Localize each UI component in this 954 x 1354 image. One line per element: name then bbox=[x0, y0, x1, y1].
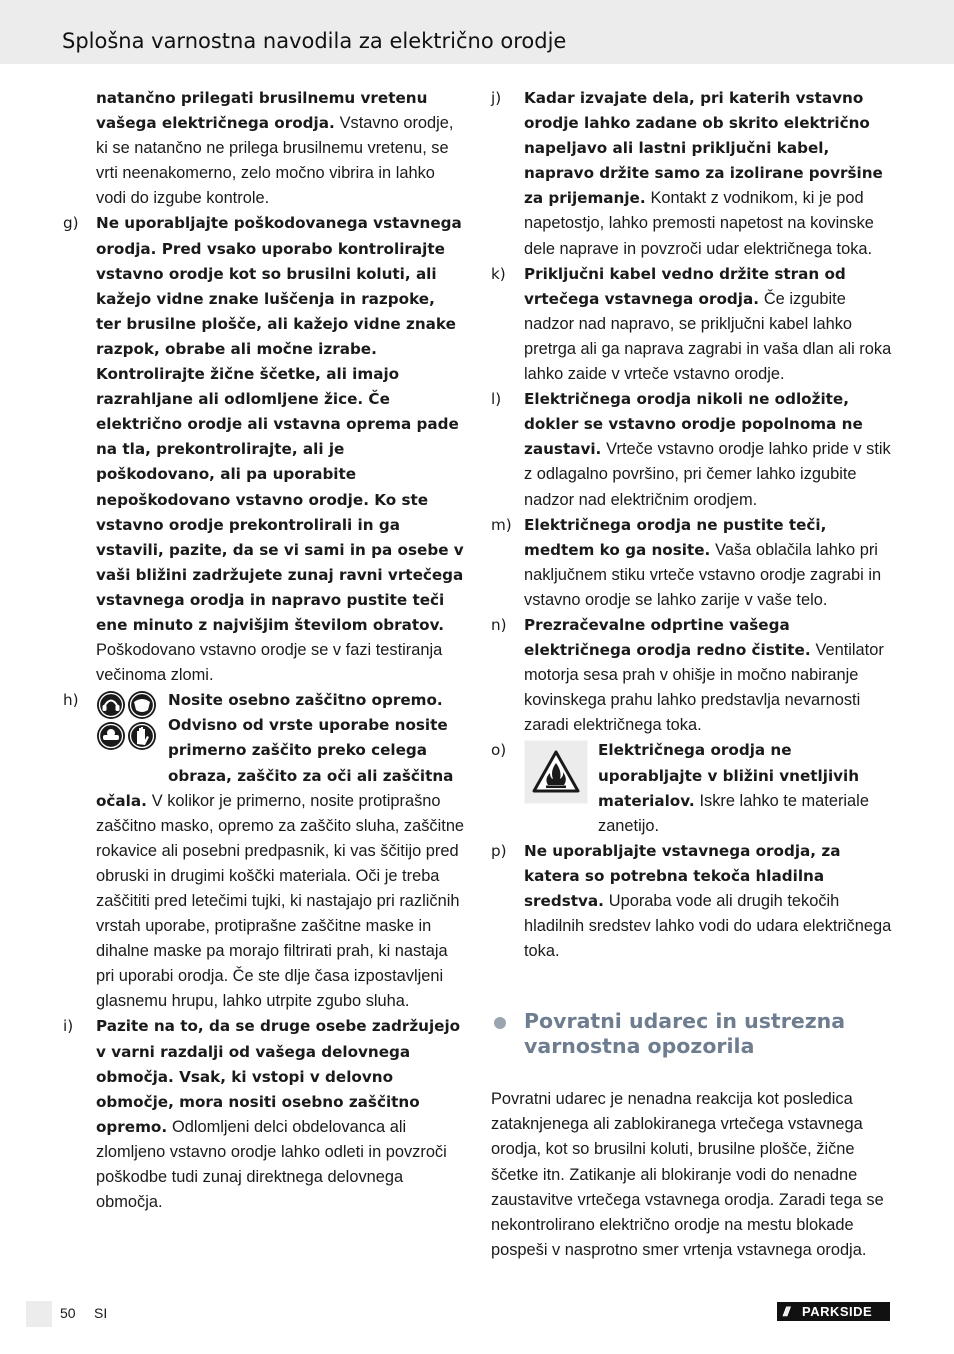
brand-logo bbox=[777, 1302, 890, 1321]
item-n bbox=[488, 613, 893, 738]
page-number: 50 bbox=[60, 1305, 76, 1321]
item-o-label: o) bbox=[491, 741, 507, 760]
brand-stripes: /// bbox=[783, 1304, 788, 1319]
item-m bbox=[488, 513, 893, 613]
item-g-label: g) bbox=[63, 214, 79, 233]
item-p-text: Uporaba vode ali drugih tekočih hladilnih sredstev lahko vodi do udara električnega toka. bbox=[524, 892, 892, 961]
item-h-text: V kolikor je primerno, nosite protiprašno zaščitno masko, opremo za zaščito sluha, zaščitne rokavice ali posebni predpasnik, ki vas ščitijo pred obruski in drugimi koščki materiala. Oči je treba zaščititi pred letečimi tujki, ki nastajajo pri različnih vrstah uporabe, protiprašne zaščitne maske in dihalne maske pa morajo filtrirati prah, ki nastaja pri uporabi orodja. Če ste dlje časa izpostavljeni glasnemu hrupu, lahko utrpite zgubo sluha. bbox=[96, 791, 465, 1011]
item-j-label: j) bbox=[491, 89, 502, 107]
item-k-text: Če izgubite nadzor nad napravo, se priključni kabel lahko pretrga ali ga naprava zagrabi in vaša dlan ali roka lahko zaide v vrteče vstavno orodje. bbox=[524, 289, 892, 384]
item-i bbox=[60, 1014, 465, 1215]
item-f-continued bbox=[60, 86, 465, 211]
item-p bbox=[488, 839, 893, 964]
item-g-bold: Ne uporabljajte poškodovanega vstavnega orodja. Pred vsako uporabo kontrolirajte vstavno orodje kot so brusilni koluti, ali kažejo vidne znake luščenja in razpoke, ter brusilne plošče, ali kažejo vidne znake razpok, obrabe ali močne izrabe. Kontrolirajte žične ščetke, ali imajo razrahljane ali odlomljene žice. Če električno orodje ali vstavna oprema pade na tla, prekontrolirajte, ali je poškodovano, ali pa uporabite nepoškodovano vstavno orodje. Ko ste vstavno orodje prekontrolirali in ga vstavili, pazite, da se vi sami in pa osebe v vaši bližini zadržujete zunaj ravni vrtečega vstavnega orodja in napravo pustite teči ene minuto z najvišjim številom obratov. bbox=[96, 214, 464, 634]
section-bullet-icon bbox=[494, 1017, 506, 1029]
item-h bbox=[60, 688, 465, 1014]
item-l-label: l) bbox=[491, 390, 502, 409]
item-g bbox=[60, 211, 465, 688]
ppe-icons bbox=[96, 690, 158, 760]
item-k-bold: Priključni kabel vedno držite stran od vrtečega vstavnega orodja. bbox=[524, 264, 846, 308]
fire-warning-icon bbox=[524, 740, 588, 812]
right-column bbox=[488, 86, 893, 1263]
item-l-text: Vrteče vstavno orodje lahko pride v stik z odlagalno površino, pri čemer lahko izgubite nadzor nad električnim orodjem. bbox=[524, 440, 891, 509]
item-h-bold: Nosite osebno zaščitno opremo. Odvisno od vrste uporabe nosite primerno zaščito preko celega obraza, zaščito za oči ali zaščitna očala. bbox=[96, 691, 454, 810]
left-column bbox=[60, 86, 465, 1215]
page-marker bbox=[26, 1301, 52, 1327]
page-header bbox=[0, 0, 954, 64]
brand-name: PARKSIDE bbox=[802, 1304, 873, 1319]
item-f-bold: natančno prilegati brusilnemu vretenu vašega električnega orodja. bbox=[96, 89, 428, 133]
eye-protection-icon bbox=[97, 722, 125, 750]
item-f-text: Vstavno orodje, ki se natančno ne prilega brusilnemu vretenu, se vrti neenakomerno, zelo močno vibrira in lahko vodi do izgube kontrole. bbox=[96, 114, 454, 208]
item-i-label: i) bbox=[63, 1017, 74, 1036]
item-m-text: Vaša oblačila lahko pri naključnem stiku vrteče vstavno orodje zagrabi in vstavno orodje se lahko zarije v vaše telo. bbox=[524, 540, 882, 609]
item-p-bold: Ne uporabljajte vstavnega orodja, za katera so potrebna tekoča hladilna sredstva. bbox=[524, 841, 841, 910]
item-n-bold: Prezračevalne odprtine vašega električnega orodja redno čistite. bbox=[524, 615, 811, 660]
item-o-bold: Električnega orodja ne uporabljajte v bližini vnetljivih materialov. bbox=[598, 741, 860, 810]
gloves-icon bbox=[128, 722, 156, 750]
dust-mask-icon bbox=[128, 691, 156, 719]
item-p-label: p) bbox=[491, 841, 507, 860]
item-n-text: Ventilator motorja sesa prah v ohišje in močno nabiranje kovinskega prahu lahko predstavlja nevarnosti zaradi električnega toka. bbox=[524, 641, 884, 735]
item-j-bold: Kadar izvajate dela, pri katerih vstavno orodje lahko zadane ob skrito električno napeljavo ali lastni priključni kabel, napravo držite samo za izolirane površine za prijemanje. bbox=[524, 89, 883, 208]
item-k-label: k) bbox=[491, 264, 506, 283]
item-m-bold: Električnega orodja ne pustite teči, medtem ko ga nosite. bbox=[524, 515, 827, 559]
item-m-label: m) bbox=[491, 515, 512, 534]
item-o bbox=[488, 738, 893, 838]
item-l bbox=[488, 387, 893, 512]
ear-protection-icon bbox=[97, 691, 125, 719]
item-g-text: Poškodovano vstavno orodje se v fazi testiranja večinoma zlomi. bbox=[96, 641, 443, 685]
section-title: Povratni udarec in ustrezna varnostna opozorila bbox=[524, 1009, 846, 1059]
page-title: Splošna varnostna navodila za električno orodje bbox=[62, 29, 567, 53]
language-code: SI bbox=[94, 1305, 108, 1321]
item-i-text: Odlomljeni delci obdelovanca ali zlomljeno vstavno orodje lahko odleti in povzroči poškodbe tudi zunaj direktnega delovnega območja. bbox=[96, 1117, 447, 1212]
section-paragraph: Povratni udarec je nenadna reakcija kot posledica zataknjenega ali zablokiranega vrtečega vstavnega orodja, kot so brusilni koluti, brusilne plošče, žične ščetke itn. Zatikanje ali blokiranje vodi do nenadne zaustavitve vrtečega vstavnega orodja. Zaradi tega se nekontrolirano električno orodje na mestu blokade pospeši v nasprotno smer vrtenja vstavnega orodja. bbox=[491, 1090, 884, 1259]
item-i-bold: Pazite na to, da se druge osebe zadržujejo v varni razdalji od vašega delovnega območja. Vsak, ki vstopi v delovno območje, mora nositi osebno zaščitno opremo. bbox=[96, 1017, 461, 1136]
section-heading bbox=[488, 1009, 893, 1059]
item-h-label: h) bbox=[63, 691, 79, 710]
item-n-label: n) bbox=[491, 615, 507, 634]
item-l-bold: Električnega orodja nikoli ne odložite, dokler se vstavno orodje popolnoma ne zaustavi. bbox=[524, 390, 863, 459]
item-o-text: Iskre lahko te materiale zanetijo. bbox=[598, 791, 869, 835]
item-k bbox=[488, 262, 893, 387]
item-j-text: Kontakt z vodnikom, ki je pod napetostjo, lahko premosti napetost na kovinske dele naprave in povzroči udar električnega toka. bbox=[524, 189, 874, 258]
item-j bbox=[488, 86, 893, 262]
